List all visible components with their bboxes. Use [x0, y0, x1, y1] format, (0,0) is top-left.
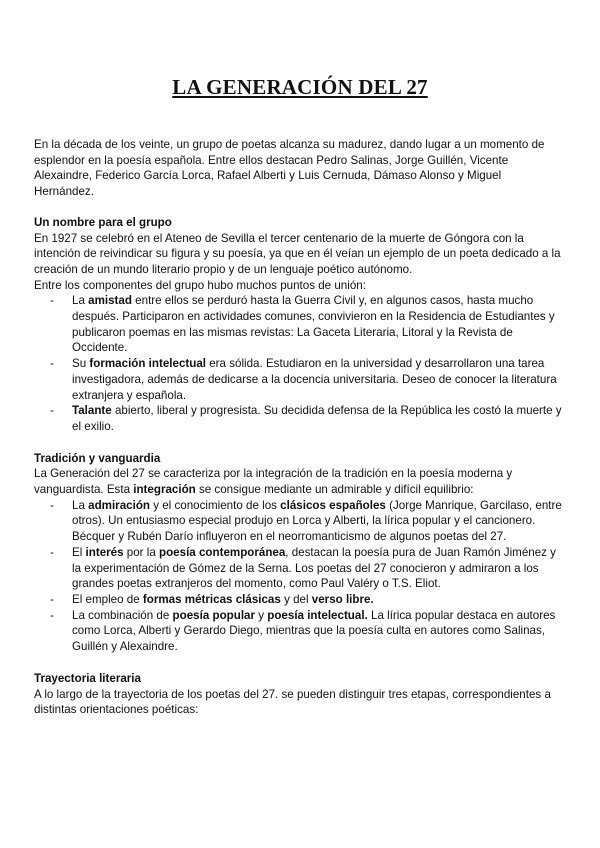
paragraph-integracion: La Generación del 27 se caracteriza por la integración de la tradición en la poesía moderna y vanguardista. Esta integración se consigue mediante un admirable y difícil equilibrio: [34, 467, 513, 497]
paragraph-etapas: A lo largo de la trayectoria de los poetas del 27. se pueden distinguir tres etapas, correspondientes a distintas orientaciones poéticas: [34, 687, 551, 717]
list-item: - El empleo de formas métricas clásicas y del verso libre. [34, 592, 564, 608]
paragraph-gongora: En 1927 se celebró en el Ateneo de Sevilla el tercer centenario de la muerte de Góngora con la intención de reivindicar su figura y su poesía, ya que en él veían un ejemplo de un poeta dedicado a la creación de un mundo literario propio y de un lenguaje poético autónomo. [34, 231, 561, 276]
paragraph-puntos-union: Entre los componentes del grupo hubo muchos puntos de unión: [34, 278, 366, 292]
list-item: - La combinación de poesía popular y poesía intelectual. La lírica popular destaca en autores como Lorca, Alberti y Gerardo Diego, mientras que la poesía culta en autores como Salinas, Guillén y Alexaindre. [34, 608, 564, 655]
list-item: - Su formación intelectual era sólida. Estudiaron en la universidad y desarrollaron una tarea investigadora, además de dedicarse a la docencia universitaria. Deseo de conocer la literatura extranjera y española. [34, 356, 564, 403]
document-title: LA GENERACIÓN DEL 27 [172, 75, 428, 99]
document-body [34, 137, 564, 718]
list-item: - La admiración y el conocimiento de los clásicos españoles (Jorge Manrique, Garcilaso, entre otros). Un entusiasmo especial produjo en Lorca y Alberti, la lírica popular y el cancionero. Bécquer y Rubén Darío influyeron en el neorromanticismo de algunos poetas del 27. [34, 498, 564, 545]
section-heading-nombre: Un nombre para el grupo [34, 215, 172, 229]
list-item: - La amistad entre ellos se perduró hasta la Guerra Civil y, en algunos casos, hasta mucho después. Participaron en actividades comunes, convivieron en la Residencia de Estudiantes y publicaron poemas en las mismas revistas: La Gaceta Literaria, Litoral y la Revista de Occidente. [34, 293, 564, 356]
list-item: - Talante abierto, liberal y progresista. Su decidida defensa de la República les costó la muerte y el exilio. [34, 403, 564, 434]
section-heading-tradicion: Tradición y vanguardia [34, 451, 161, 465]
list-puntos-union [34, 293, 564, 434]
section-heading-trayectoria: Trayectoria literaria [34, 671, 141, 685]
list-item: - El interés por la poesía contemporánea, destacan la poesía pura de Juan Ramón Jiménez y la experimentación de Gómez de la Serna. Los poetas del 27 conocieron y admiraron a los grandes poetas extranjeros del momento, como Paul Valéry o T.S. Eliot. [34, 545, 564, 592]
list-equilibrio [34, 498, 564, 655]
intro-paragraph: En la década de los veinte, un grupo de poetas alcanza su madurez, dando lugar a un momento de esplendor en la poesía española. Entre ellos destacan Pedro Salinas, Jorge Guillén, Vicente Alexaindre, Federico García Lorca, Rafael Alberti y Luis Cernuda, Dámaso Alonso y Miguel Hernández. [34, 138, 545, 199]
